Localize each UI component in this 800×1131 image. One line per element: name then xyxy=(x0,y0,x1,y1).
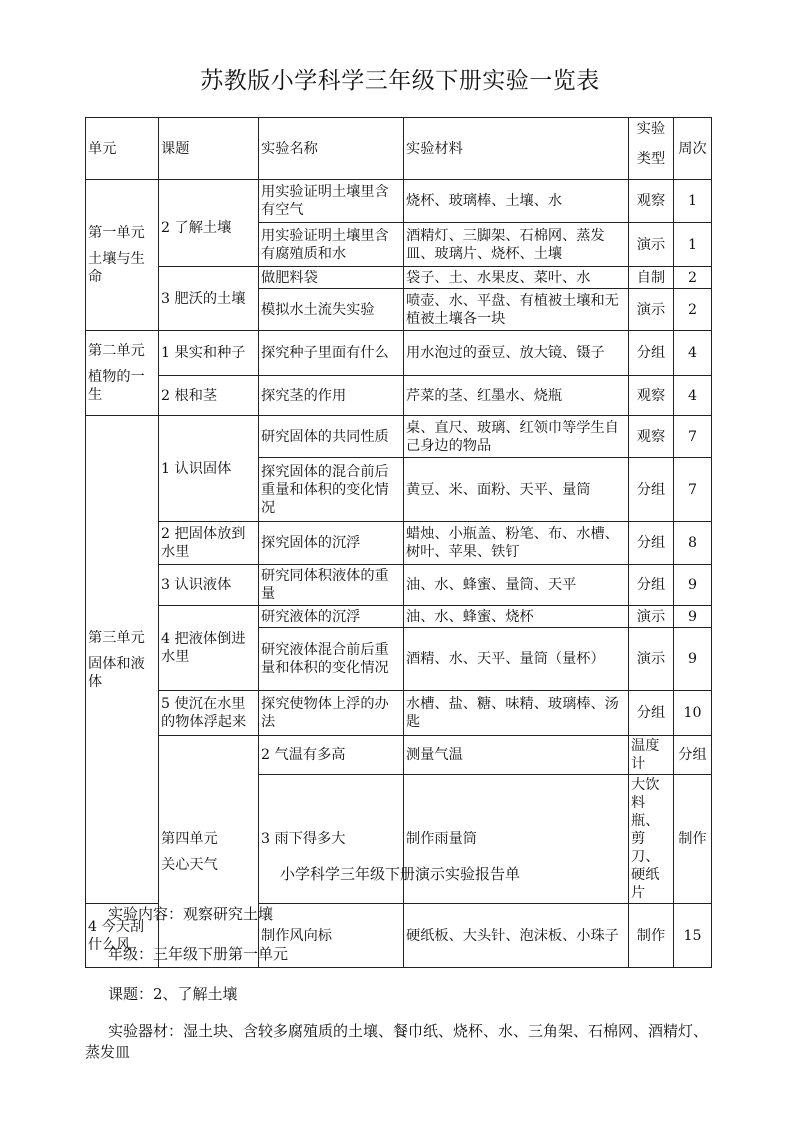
lesson-cell: 3 雨下得多大 xyxy=(259,775,404,904)
table-row xyxy=(86,606,712,628)
report-grade: 年级：三年级下册第一单元 xyxy=(108,945,289,963)
experiment-name: 用实验证明土壤里含有空气 xyxy=(259,180,404,223)
experiment-name: 探究固体的沉浮 xyxy=(259,522,404,565)
lesson-cell: 2 把固体放到水里 xyxy=(159,522,259,565)
experiment-week: 10 xyxy=(674,691,712,736)
header-name: 实验名称 xyxy=(259,118,404,180)
experiment-materials: 袋子、土、水果皮、菜叶、水 xyxy=(404,267,629,289)
experiment-type: 观察 xyxy=(629,180,674,223)
experiment-type: 演示 xyxy=(629,606,674,628)
experiment-type: 自制 xyxy=(629,267,674,289)
header-type: 实验 类型 xyxy=(629,118,674,180)
experiment-materials: 酒精、水、天平、量筒（量杯） xyxy=(404,628,629,691)
page-title: 苏教版小学科学三年级下册实验一览表 xyxy=(200,68,600,94)
header-unit: 单元 xyxy=(86,118,159,180)
experiment-week: 7 xyxy=(674,416,712,458)
experiment-type: 分组 xyxy=(629,522,674,565)
experiment-name: 探究种子里面有什么 xyxy=(259,331,404,376)
experiment-week: 2 xyxy=(674,267,712,289)
experiment-name: 探究使物体上浮的办法 xyxy=(259,691,404,736)
experiment-name: 研究液体混合前后重量和体积的变化情况 xyxy=(259,628,404,691)
experiment-materials: 大饮料瓶、剪刀、硬纸片 xyxy=(629,775,674,904)
experiment-name: 制作雨量筒 xyxy=(404,775,629,904)
lesson-cell: 2 了解土壤 xyxy=(159,180,259,267)
experiment-materials: 油、水、蜂蜜、量筒、天平 xyxy=(404,565,629,606)
table-row xyxy=(86,376,712,416)
lesson-cell: 5 使沉在水里的物体浮起来 xyxy=(159,691,259,736)
experiment-week: 4 xyxy=(674,376,712,416)
experiment-type: 分组 xyxy=(629,331,674,376)
experiment-name: 制作风向标 xyxy=(259,904,404,968)
experiment-name: 模拟水土流失实验 xyxy=(259,289,404,331)
lesson-cell: 2 气温有多高 xyxy=(259,736,404,775)
report-lesson: 课题：2、了解土壤 xyxy=(108,985,238,1003)
header-materials: 实验材料 xyxy=(404,118,629,180)
experiment-name: 研究同体积液体的重量 xyxy=(259,565,404,606)
experiment-week: 9 xyxy=(674,606,712,628)
lesson-cell: 1 认识固体 xyxy=(159,416,259,522)
experiment-type: 演示 xyxy=(629,223,674,267)
experiment-name: 探究固体的混合前后重量和体积的变化情况 xyxy=(259,458,404,522)
experiment-type: 分组 xyxy=(629,458,674,522)
experiment-materials: 温度计 xyxy=(629,736,674,775)
experiment-week: 1 xyxy=(674,180,712,223)
report-title: 小学科学三年级下册演示实验报告单 xyxy=(279,865,520,883)
experiment-materials: 芹菜的茎、红墨水、烧瓶 xyxy=(404,376,629,416)
unit-cell: 第一单元 土壤与生命 xyxy=(86,180,159,331)
lesson-cell: 3 肥沃的土壤 xyxy=(159,267,259,331)
table-row xyxy=(86,691,712,736)
experiment-week: 9 xyxy=(674,628,712,691)
experiment-name: 探究茎的作用 xyxy=(259,376,404,416)
experiment-week: 1 xyxy=(674,223,712,267)
experiment-type: 分组 xyxy=(674,736,712,775)
experiment-week: 7 xyxy=(674,458,712,522)
table-row xyxy=(86,267,712,289)
experiment-table xyxy=(85,117,712,968)
unit-cell: 第四单元 关心天气 xyxy=(159,736,259,968)
table-row xyxy=(86,331,712,376)
experiment-name: 做肥料袋 xyxy=(259,267,404,289)
lesson-cell: 2 根和茎 xyxy=(159,376,259,416)
experiment-name: 用实验证明土壤里含有腐殖质和水 xyxy=(259,223,404,267)
unit-cell: 第三单元 固体和液体 xyxy=(86,416,159,904)
experiment-week: 8 xyxy=(674,522,712,565)
header-lesson: 课题 xyxy=(159,118,259,180)
experiment-week: 4 xyxy=(674,331,712,376)
report-equipment: 实验器材：湿土块、含较多腐殖质的土壤、餐巾纸、烧杯、水、三角架、石棉网、酒精灯、蒸发皿 xyxy=(85,1022,709,1061)
experiment-name: 研究固体的共同性质 xyxy=(259,416,404,458)
experiment-materials: 水槽、盐、糖、味精、玻璃棒、汤匙 xyxy=(404,691,629,736)
experiment-type: 演示 xyxy=(629,628,674,691)
experiment-materials: 黄豆、米、面粉、天平、量筒 xyxy=(404,458,629,522)
header-week: 周次 xyxy=(674,118,712,180)
experiment-materials: 用水泡过的蚕豆、放大镜、镊子 xyxy=(404,331,629,376)
experiment-type: 分组 xyxy=(629,691,674,736)
experiment-week: 9 xyxy=(674,565,712,606)
experiment-type: 分组 xyxy=(629,565,674,606)
lesson-cell: 4 今天刮什么风 xyxy=(86,904,159,968)
experiment-type: 制作 xyxy=(629,904,674,968)
experiment-week: 15 xyxy=(674,904,712,968)
experiment-name: 测量气温 xyxy=(404,736,629,775)
experiment-type: 观察 xyxy=(629,376,674,416)
lesson-cell: 4 把液体倒进水里 xyxy=(159,606,259,691)
experiment-type: 制作 xyxy=(674,775,712,904)
table-row xyxy=(86,565,712,606)
experiment-name: 研究液体的沉浮 xyxy=(259,606,404,628)
lesson-cell: 3 认识液体 xyxy=(159,565,259,606)
report-content: 实验内容：观察研究土壤 xyxy=(108,905,274,923)
table-row xyxy=(86,522,712,565)
table-row xyxy=(86,736,712,775)
unit-cell: 第二单元 植物的一生 xyxy=(86,331,159,416)
experiment-type: 演示 xyxy=(629,289,674,331)
experiment-materials: 蜡烛、小瓶盖、粉笔、布、水槽、树叶、苹果、铁钉 xyxy=(404,522,629,565)
table-header-row xyxy=(86,118,712,180)
lesson-cell: 1 果实和种子 xyxy=(159,331,259,376)
experiment-materials: 酒精灯、三脚架、石棉网、蒸发皿、玻璃片、烧杯、土壤 xyxy=(404,223,629,267)
experiment-materials: 喷壶、水、平盘、有植被土壤和无植被土壤各一块 xyxy=(404,289,629,331)
experiment-materials: 硬纸板、大头针、泡沫板、小珠子 xyxy=(404,904,629,968)
experiment-type: 观察 xyxy=(629,416,674,458)
table-row xyxy=(86,416,712,458)
experiment-materials: 烧杯、玻璃棒、土壤、水 xyxy=(404,180,629,223)
experiment-materials: 桌、直尺、玻璃、红领巾等学生自己身边的物品 xyxy=(404,416,629,458)
experiment-materials: 油、水、蜂蜜、烧杯 xyxy=(404,606,629,628)
table-row xyxy=(86,180,712,223)
experiment-week: 2 xyxy=(674,289,712,331)
